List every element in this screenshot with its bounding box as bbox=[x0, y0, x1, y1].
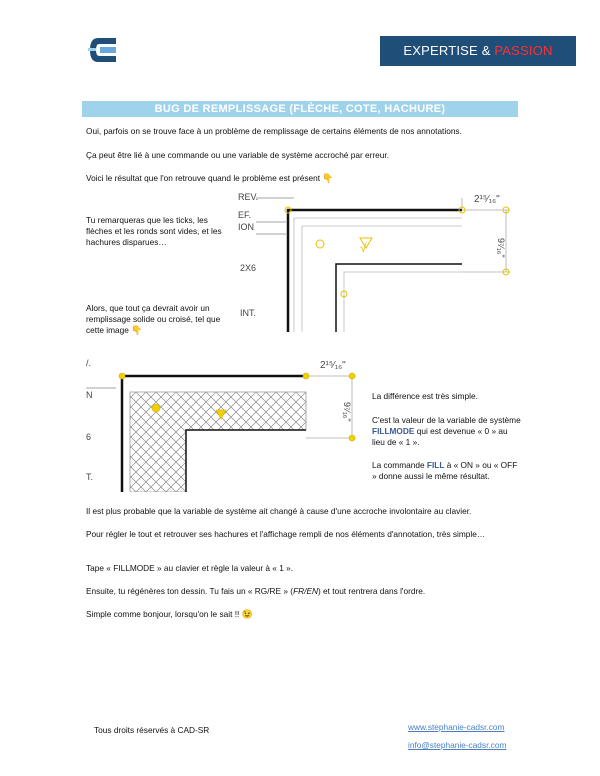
header-banner bbox=[380, 36, 576, 66]
paragraph-regen-b: FR/EN bbox=[293, 586, 318, 596]
fig1-label-2x6: 2X6 bbox=[240, 263, 257, 273]
figure-fill-off bbox=[236, 186, 520, 332]
command-name: FILL bbox=[426, 460, 445, 470]
side-text-expected-body: Alors, que tout ça devrait avoir un remplissage solide ou croisé, tel que cette image bbox=[86, 303, 221, 335]
email-link[interactable]: info@stephanie-cadsr.com bbox=[408, 740, 507, 750]
pointing-down-icon: 👇 bbox=[131, 325, 143, 335]
cad-sr-logo-icon bbox=[86, 32, 122, 68]
side-text-expected bbox=[86, 303, 234, 336]
paragraph-result bbox=[86, 173, 526, 184]
fig2-label-6: 6 bbox=[86, 432, 92, 442]
wink-emoji-icon: 😉 bbox=[241, 609, 253, 619]
paragraph-type: Tape « FILLMODE » au clavier et règle la valeur à « 1 ». bbox=[86, 563, 294, 573]
text-variable-part1: C'est la valeur de la variable de système bbox=[372, 415, 521, 425]
section-title: BUG DE REMPLISSAGE (FLÈCHE, COTE, HACHURE) bbox=[82, 101, 518, 117]
fig1-label-int: INT. bbox=[240, 308, 257, 318]
text-variable-part2: qui est devenue « 0 » au lieu de « 1 ». bbox=[372, 426, 508, 447]
paragraph-fix: Pour régler le tout et retrouver ses hachures et l'affichage rempli de nos éléments d'annotation, très simple… bbox=[86, 529, 486, 539]
website-link[interactable]: www.stephanie-cadsr.com bbox=[408, 722, 505, 732]
fig1-dimension: 2¹⁵⁄₁₆" bbox=[474, 194, 500, 205]
banner-amp: & bbox=[477, 43, 495, 58]
paragraph-probable: Il est plus probable que la variable de système ait changé à cause d'une accroche involontaire au clavier. bbox=[86, 506, 472, 516]
banner-word-passion: PASSION bbox=[494, 43, 553, 58]
fig2-label-n: N bbox=[86, 390, 93, 400]
svg-text:√: √ bbox=[360, 241, 367, 255]
figure-fill-on bbox=[86, 352, 368, 492]
paragraph-cause: Ça peut être lié à une commande ou une variable de système accroché par erreur. bbox=[86, 150, 390, 160]
paragraph-regen-a: Ensuite, tu régénères ton dessin. Tu fais un « RG/RE » ( bbox=[86, 586, 294, 596]
fig2-label-t: T. bbox=[86, 472, 94, 482]
paragraph-simple-text: Simple comme bonjour, lorsqu'on le sait !! bbox=[86, 609, 240, 619]
text-command-part2: à « ON » ou « OFF » donne aussi le même résultat. bbox=[372, 460, 518, 481]
paragraph-regen-c: ) et tout rentrera dans l'ordre. bbox=[317, 586, 426, 596]
fig2-label-v: /. bbox=[86, 358, 92, 368]
fig2-dimension-vertical: 9⁷⁄₁₆" bbox=[342, 402, 352, 422]
side-text-empty: Tu remarqueras que les ticks, les flèches et les ronds sont vides, et les hachures disparues… bbox=[86, 215, 222, 247]
footer-links bbox=[408, 718, 506, 754]
paragraph-intro: Oui, parfois on se trouve face à un problème de remplissage de certains éléments de nos annotations. bbox=[86, 126, 462, 136]
text-command-part1: La commande bbox=[372, 460, 427, 470]
fig1-label-ef: EF. bbox=[238, 210, 252, 220]
variable-name: FILLMODE bbox=[372, 426, 415, 436]
paragraph-result-text: Voici le résultat que l'on retrouve quand le problème est présent bbox=[86, 173, 321, 183]
footer-copyright: Tous droits réservés à CAD-SR bbox=[94, 725, 210, 735]
fig1-dimension-vertical: 9⁷⁄₁₆" bbox=[496, 238, 506, 258]
banner-word-expertise: EXPERTISE bbox=[403, 43, 478, 58]
text-command bbox=[372, 460, 522, 482]
text-variable bbox=[372, 415, 522, 448]
text-difference: La différence est très simple. bbox=[372, 391, 478, 401]
fig2-dimension: 2¹⁵⁄₁₆" bbox=[320, 360, 346, 371]
fig1-label-rev: REV. bbox=[238, 192, 259, 202]
paragraph-simple bbox=[86, 609, 526, 620]
pointing-down-icon: 👇 bbox=[322, 173, 334, 183]
fig1-label-ion: ION bbox=[238, 222, 255, 232]
paragraph-regen bbox=[86, 586, 526, 597]
